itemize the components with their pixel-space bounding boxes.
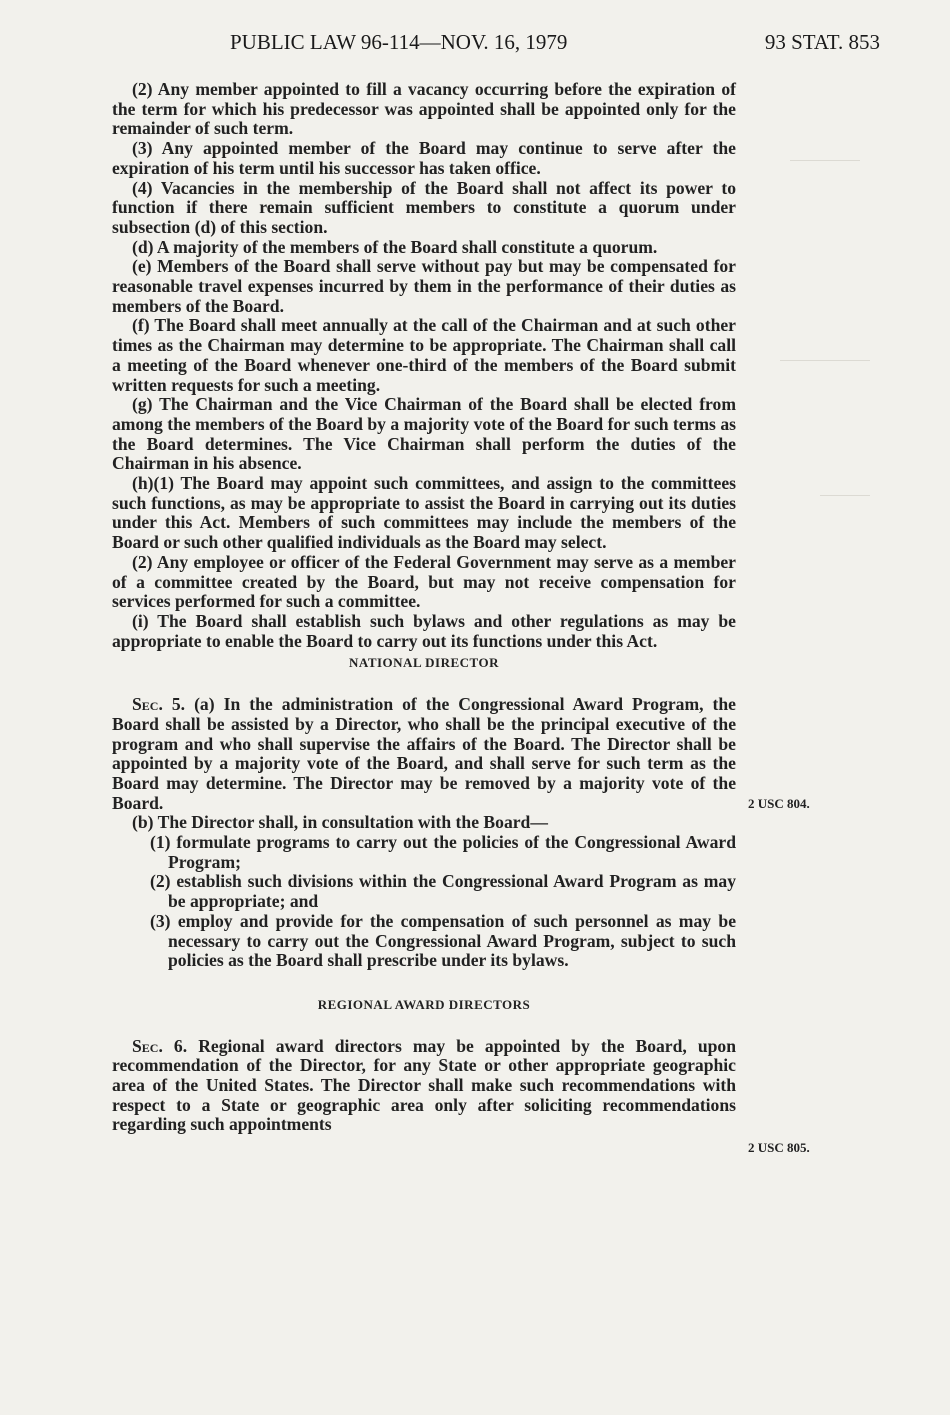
section-label: Sec. 6. <box>132 1035 188 1056</box>
section-6-text: Regional award directors may be appointed by the Board, upon recommendation of the Director, for any State or other appropriate geographic area of the United States. The Director shall make such recommendations with respect to a State or geographic area only after soliciting recommendations regarding such appointments <box>112 1035 737 1135</box>
list-item: (2) establish such divisions within the Congressional Award Program as may be appropriate; and <box>150 871 736 912</box>
list-item: (3) employ and provide for the compensation of such personnel as may be necessary to carry out the Congressional Award Program, subject to such policies as the Board shall prescribe under its bylaws. <box>150 910 736 971</box>
paragraph: (3) Any appointed member of the Board may continue to serve after the expiration of his term until his successor has taken office. <box>112 138 736 178</box>
statute-page-number: 93 STAT. 853 <box>764 30 880 54</box>
list-item: (1) formulate programs to carry out the policies of the Congressional Award Program; <box>150 832 736 872</box>
bleed-through-mark <box>790 160 860 161</box>
paragraph: (i) The Board shall establish such bylaws and other regulations as may be appropriate to enable the Board to carry out its functions under this Act. <box>112 610 736 651</box>
paragraph: (h)(1) The Board may appoint such committees, and assign to the committees such functions, as may be appropriate to assist the Board in carrying out its duties under this Act. Members of such committees may include the members of the Board or such other qualified individuals as the Board may select. <box>112 473 736 553</box>
paragraph: (4) Vacancies in the membership of the Board shall not affect its power to function if there remain sufficient members to constitute a quorum under subsection (d) of this section. <box>112 177 736 237</box>
paragraph: (d) A majority of the members of the Board shall constitute a quorum. <box>132 236 658 257</box>
body-text <box>112 80 736 1135</box>
paragraph: (b) The Director shall, in consultation with the Board— <box>132 812 548 833</box>
section-6-paragraph <box>112 1037 736 1136</box>
bleed-through-mark <box>820 495 870 496</box>
section-label: Sec. 5. <box>132 694 186 715</box>
bleed-through-mark <box>780 360 870 361</box>
section-5-text: (a) In the administration of the Congressional Award Program, the Board shall be assisted by a Director, who shall be the principal executive of the program and who shall supervise the affairs of the Board. The Director shall be appointed by a majority vote of the Board, and shall serve for such term as the Board may determine. The Director may be removed by a majority vote of the Board. <box>112 694 736 813</box>
paragraph: (2) Any employee or officer of the Federal Government may serve as a member of a committee created by the Board, but may not receive compensation for services performed for such a committee. <box>112 551 736 612</box>
margin-note-2-usc-804: 2 USC 804. <box>748 796 810 811</box>
margin-note-2-usc-805: 2 USC 805. <box>748 1140 810 1155</box>
section-heading-regional-award-directors: REGIONAL AWARD DIRECTORS <box>317 996 531 1012</box>
paragraph: (e) Members of the Board shall serve without pay but may be compensated for reasonable travel expenses incurred by them in the performance of their duties as members of the Board. <box>112 256 736 316</box>
paragraph: (f) The Board shall meet annually at the call of the Chairman and at such other times as the Chairman may determine to be appropriate. The Chairman shall call a meeting of the Board whenever one-third of the members of the Board submit written requests for such a meeting. <box>112 315 736 395</box>
paragraph: (g) The Chairman and the Vice Chairman of the Board shall be elected from among the members of the Board by a majority vote of the Board for such terms as the Board determines. The Vice Chairman shall perform the duties of the Chairman in his absence. <box>112 394 736 474</box>
section-heading-national-director: NATIONAL DIRECTOR <box>349 655 499 671</box>
section-5-paragraph <box>112 695 736 813</box>
paragraph: (2) Any member appointed to fill a vacancy occurring before the expiration of the term for which his predecessor was appointed shall be appointed only for the remainder of such term. <box>112 79 736 139</box>
page-header <box>110 30 880 60</box>
header-title: PUBLIC LAW 96-114—NOV. 16, 1979 <box>230 30 568 54</box>
